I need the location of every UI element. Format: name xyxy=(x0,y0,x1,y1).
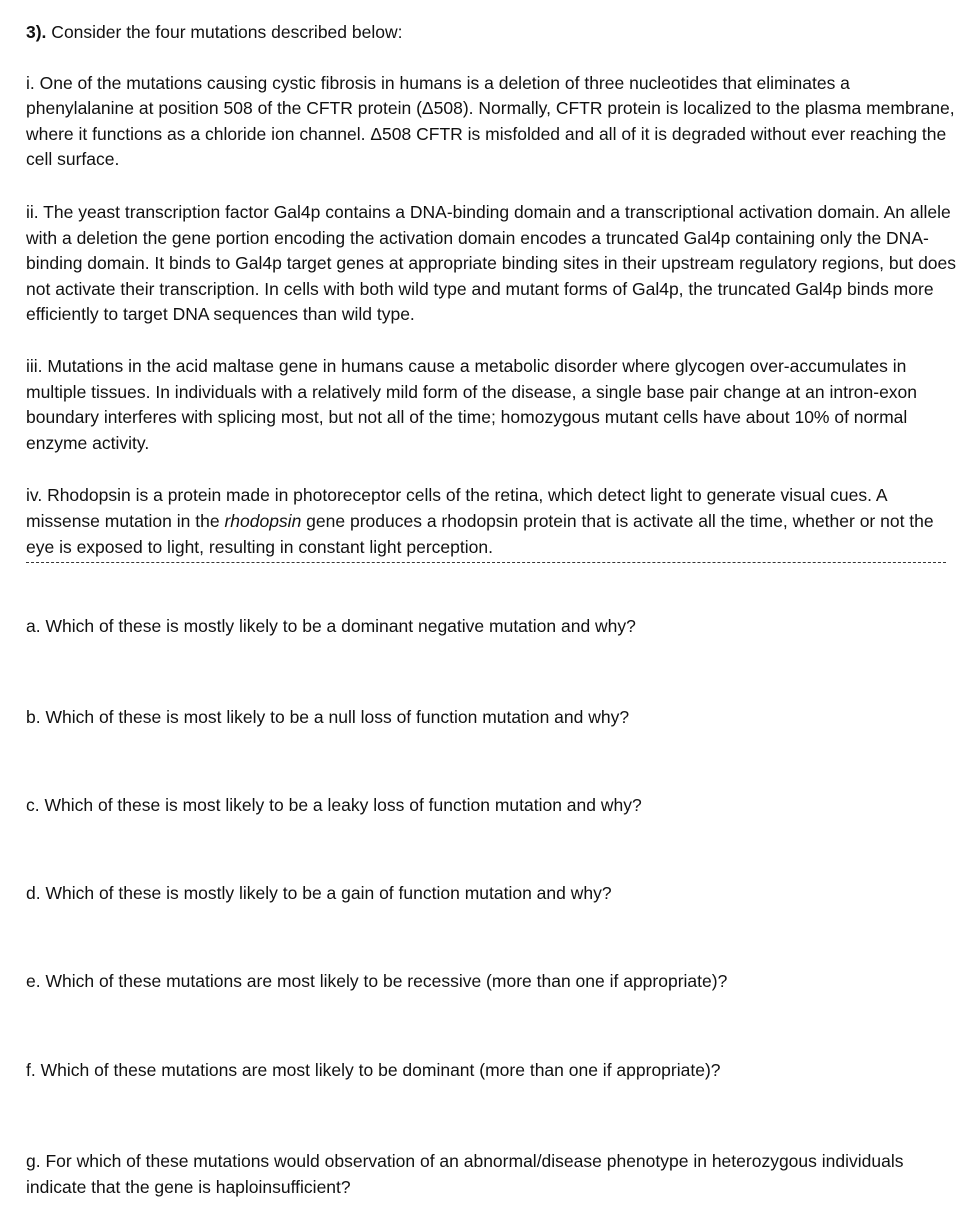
question-d: d. Which of these is mostly likely to be a gain of function mutation and why? xyxy=(26,883,612,903)
mutation-iv xyxy=(26,483,960,560)
mutation-iv-text-before: iv. Rhodopsin is a protein made in photoreceptor cells of the retina, which detect light to generate visual cues. A missense mutation in the xyxy=(26,485,887,531)
mutation-iii: iii. Mutations in the acid maltase gene in humans cause a metabolic disorder where glycogen over-accumulates in multiple tissues. In individuals with a relatively mild form of the disease, a single base pair change at an intron-exon boundary interferes with splicing most, but not all of the time; homozygous mutant cells have about 10% of normal enzyme activity. xyxy=(26,355,918,453)
mutation-i: i. One of the mutations causing cystic fibrosis in humans is a deletion of three nucleotides that eliminates a phenylalanine at position 508 of the CFTR protein (Δ508). Normally, CFTR protein is localized to the plasma membrane, where it functions as a chloride ion channel. Δ508 CFTR is misfolded and all of it is degraded without ever reaching the cell surface. xyxy=(26,72,955,170)
question-a: a. Which of these is mostly likely to be a dominant negative mutation and why? xyxy=(26,616,636,636)
worksheet xyxy=(26,20,960,563)
mutation-ii: ii. The yeast transcription factor Gal4p contains a DNA-binding domain and a transcriptional activation domain. An allele with a deletion the gene portion encoding the activation domain encodes a truncated Gal4p containing only the DNA-binding domain. It binds to Gal4p target genes at appropriate binding sites in their upstream regulatory regions, but does not activate their transcription. In cells with both wild type and mutant forms of Gal4p, the truncated Gal4p binds more efficiently to target DNA sequences than wild type. xyxy=(26,201,957,325)
mutation-iv-text-after: gene produces a rhodopsin protein that is activate all the time, whether or not the eye is exposed to light, resulting in constant light perception. xyxy=(26,510,934,557)
mutation-iv-gene-name: rhodopsin xyxy=(224,510,302,531)
question-f: f. Which of these mutations are most likely to be dominant (more than one if appropriate)? xyxy=(26,1060,721,1080)
question-c: c. Which of these is most likely to be a leaky loss of function mutation and why? xyxy=(26,795,642,815)
question-g: g. For which of these mutations would observation of an abnormal/disease phenotype in heterozygous individuals indicate that the gene is haploinsufficient? xyxy=(26,1151,904,1197)
question-intro: Consider the four mutations described below: xyxy=(46,22,403,42)
question-number: 3). xyxy=(26,22,47,42)
question-e: e. Which of these mutations are most likely to be recessive (more than one if appropriate)? xyxy=(26,971,728,991)
question-header xyxy=(26,20,960,46)
dashed-divider xyxy=(26,562,946,563)
question-b: b. Which of these is most likely to be a null loss of function mutation and why? xyxy=(26,707,630,727)
